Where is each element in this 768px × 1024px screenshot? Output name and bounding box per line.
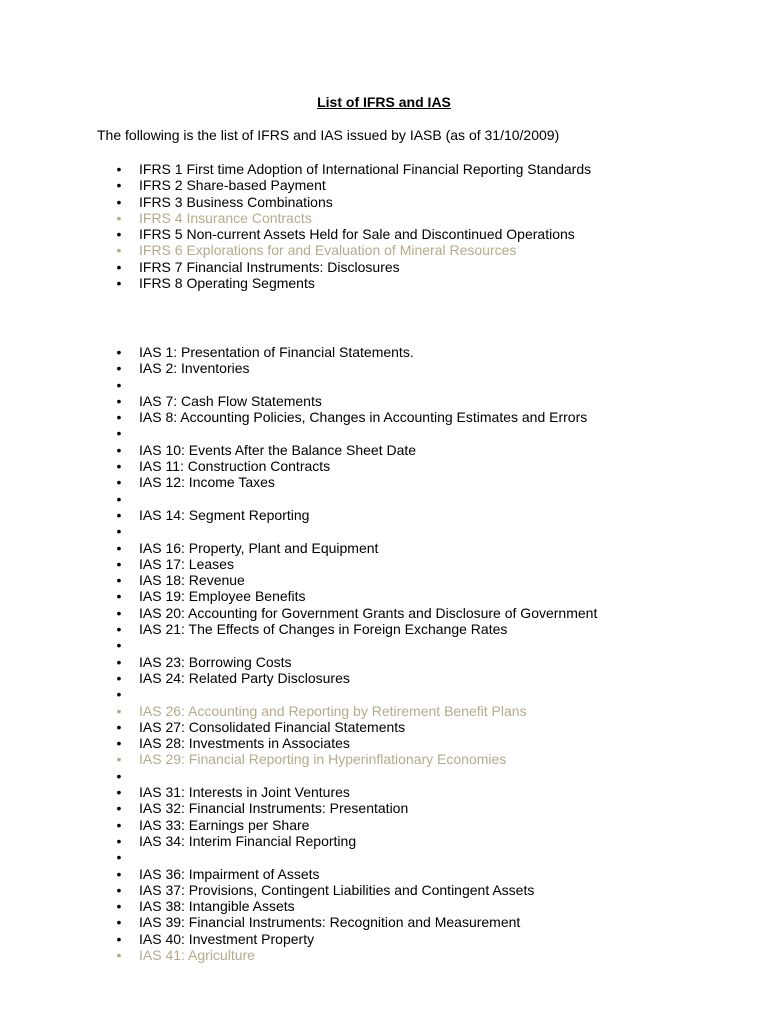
list-item xyxy=(0,800,597,816)
document-title: List of IFRS and IAS xyxy=(317,94,451,110)
bullet-icon: • xyxy=(116,816,122,833)
bullet-icon: • xyxy=(116,425,122,442)
bullet-icon: • xyxy=(116,572,122,589)
list-item-text: IAS 28: Investments in Associates xyxy=(139,735,350,752)
bullet-icon: • xyxy=(116,275,122,292)
list-item-text: IAS 10: Events After the Balance Sheet Date xyxy=(139,441,417,458)
bullet-icon: • xyxy=(116,914,122,931)
list-item-text: IFRS 3 Business Combinations xyxy=(139,193,333,210)
list-item-text: IAS 36: Impairment of Assets xyxy=(139,865,320,882)
list-item xyxy=(0,507,597,523)
list-item xyxy=(0,588,597,604)
bullet-icon: • xyxy=(116,621,122,638)
list-item-text: IFRS 4 Insurance Contracts xyxy=(139,209,312,226)
list-item-text: IAS 14: Segment Reporting xyxy=(139,506,310,523)
list-item-text: IAS 31: Interests in Joint Ventures xyxy=(139,784,350,801)
list-item xyxy=(0,637,597,653)
list-item xyxy=(0,275,591,291)
bullet-icon: • xyxy=(116,767,122,784)
bullet-icon: • xyxy=(116,226,122,243)
bullet-icon: • xyxy=(116,832,122,849)
list-item-text: IAS 19: Employee Benefits xyxy=(139,588,306,605)
list-item-text: IFRS 5 Non-current Assets Held for Sale and Discontinued Operations xyxy=(139,226,575,243)
list-item xyxy=(0,605,597,621)
list-item xyxy=(0,226,591,242)
list-item xyxy=(0,719,597,735)
bullet-icon: • xyxy=(116,474,122,491)
list-item xyxy=(0,377,597,393)
bullet-icon: • xyxy=(116,784,122,801)
list-item xyxy=(0,751,597,767)
list-item-text: IAS 37: Provisions, Contingent Liabilities and Contingent Assets xyxy=(139,881,535,898)
list-item xyxy=(0,540,597,556)
list-item xyxy=(0,882,597,898)
list-item xyxy=(0,242,591,258)
list-item-text: IAS 7: Cash Flow Statements xyxy=(139,392,322,409)
list-item xyxy=(0,161,591,177)
bullet-icon: • xyxy=(116,209,122,226)
list-item xyxy=(0,572,597,588)
bullet-icon: • xyxy=(116,555,122,572)
bullet-icon: • xyxy=(116,161,122,177)
list-item-text: IAS 1: Presentation of Financial Statements. xyxy=(139,344,414,360)
bullet-icon: • xyxy=(116,653,122,670)
bullet-icon: • xyxy=(116,702,122,719)
list-item xyxy=(0,344,597,360)
bullet-icon: • xyxy=(116,344,122,360)
list-item xyxy=(0,458,597,474)
list-item-text: IFRS 1 First time Adoption of International Financial Reporting Standards xyxy=(139,161,592,177)
list-item-text: IAS 24: Related Party Disclosures xyxy=(139,669,350,686)
bullet-icon: • xyxy=(116,751,122,768)
ifrs-list xyxy=(0,161,591,291)
bullet-icon: • xyxy=(116,800,122,817)
list-item xyxy=(0,491,597,507)
list-item-text: IAS 33: Earnings per Share xyxy=(139,816,310,833)
list-item xyxy=(0,654,597,670)
bullet-icon: • xyxy=(116,865,122,882)
bullet-icon: • xyxy=(116,898,122,915)
bullet-icon: • xyxy=(116,441,122,458)
list-item xyxy=(0,177,591,193)
ias-list xyxy=(0,344,597,963)
bullet-icon: • xyxy=(116,718,122,735)
list-item xyxy=(0,194,591,210)
bullet-icon: • xyxy=(116,686,122,703)
list-item xyxy=(0,523,597,539)
bullet-icon: • xyxy=(116,506,122,523)
intro-paragraph: The following is the list of IFRS and IAS issued by IASB (as of 31/10/2009) xyxy=(97,127,560,143)
list-item xyxy=(0,556,597,572)
list-item-text: IAS 20: Accounting for Government Grants and Disclosure of Government xyxy=(139,604,598,621)
list-item-text: IAS 34: Interim Financial Reporting xyxy=(139,832,357,849)
bullet-icon: • xyxy=(116,409,122,426)
list-item-text: IAS 38: Intangible Assets xyxy=(139,898,295,915)
list-item-text: IAS 17: Leases xyxy=(139,555,234,572)
list-item-text: IAS 26: Accounting and Reporting by Retirement Benefit Plans xyxy=(139,702,527,719)
list-item xyxy=(0,442,597,458)
list-item-text: IAS 21: The Effects of Changes in Foreign Exchange Rates xyxy=(139,621,508,638)
list-item xyxy=(0,735,597,751)
list-item xyxy=(0,817,597,833)
list-item-text: IAS 40: Investment Property xyxy=(139,930,315,947)
bullet-icon: • xyxy=(116,881,122,898)
list-item xyxy=(0,670,597,686)
bullet-icon: • xyxy=(116,392,122,409)
list-item-text: IAS 8: Accounting Policies, Changes in Accounting Estimates and Errors xyxy=(139,409,588,426)
bullet-icon: • xyxy=(116,177,122,194)
list-item-text: IFRS 8 Operating Segments xyxy=(139,275,315,292)
list-item-text: IAS 23: Borrowing Costs xyxy=(139,653,292,670)
list-item xyxy=(0,768,597,784)
bullet-icon: • xyxy=(116,193,122,210)
bullet-icon: • xyxy=(116,490,122,507)
list-item-text: IAS 2: Inventories xyxy=(139,360,250,377)
list-item-text: IAS 12: Income Taxes xyxy=(139,474,275,491)
list-item xyxy=(0,866,597,882)
list-item-text: IFRS 7 Financial Instruments: Disclosures xyxy=(139,258,400,275)
list-item xyxy=(0,703,597,719)
bullet-icon: • xyxy=(116,849,122,866)
list-item-text: IFRS 6 Explorations for and Evaluation of Mineral Resources xyxy=(139,242,517,259)
list-item xyxy=(0,360,597,376)
list-item xyxy=(0,425,597,441)
list-item-text: IAS 11: Construction Contracts xyxy=(139,458,331,475)
bullet-icon: • xyxy=(116,458,122,475)
bullet-icon: • xyxy=(116,669,122,686)
list-item-text: IAS 29: Financial Reporting in Hyperinflationary Economies xyxy=(139,751,507,768)
list-item xyxy=(0,259,591,275)
list-item xyxy=(0,393,597,409)
list-item-text: IAS 27: Consolidated Financial Statements xyxy=(139,718,406,735)
list-item xyxy=(0,621,597,637)
list-item-text: IAS 39: Financial Instruments: Recognition and Measurement xyxy=(139,914,521,931)
list-item xyxy=(0,784,597,800)
list-item xyxy=(0,686,597,702)
list-item xyxy=(0,898,597,914)
list-item xyxy=(0,210,591,226)
list-item-text: IAS 16: Property, Plant and Equipment xyxy=(139,539,379,556)
list-item-text: IAS 41: Agriculture xyxy=(139,946,255,963)
list-item-text: IAS 18: Revenue xyxy=(139,572,245,589)
bullet-icon: • xyxy=(116,930,122,947)
bullet-icon: • xyxy=(116,258,122,275)
bullet-icon: • xyxy=(116,360,122,377)
list-item xyxy=(0,914,597,930)
list-item xyxy=(0,833,597,849)
list-item xyxy=(0,409,597,425)
list-item-text: IAS 32: Financial Instruments: Presentation xyxy=(139,800,409,817)
bullet-icon: • xyxy=(116,735,122,752)
list-item xyxy=(0,849,597,865)
bullet-icon: • xyxy=(116,242,122,259)
list-item xyxy=(0,947,597,963)
bullet-icon: • xyxy=(116,523,122,540)
bullet-icon: • xyxy=(116,376,122,393)
bullet-icon: • xyxy=(116,588,122,605)
bullet-icon: • xyxy=(116,539,122,556)
list-item xyxy=(0,474,597,490)
list-item-text: IFRS 2 Share-based Payment xyxy=(139,177,326,194)
bullet-icon: • xyxy=(116,637,122,654)
list-item xyxy=(0,931,597,947)
bullet-icon: • xyxy=(116,946,122,963)
bullet-icon: • xyxy=(116,604,122,621)
